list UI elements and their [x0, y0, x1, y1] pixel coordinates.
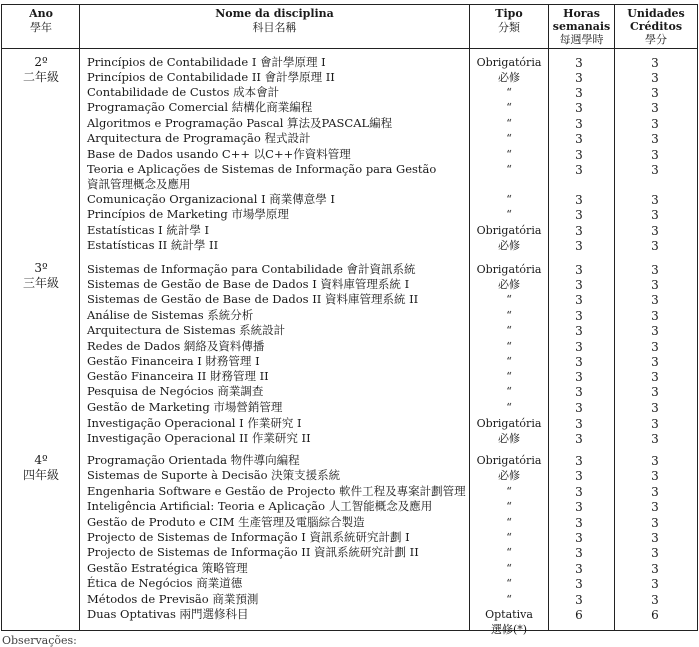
course-type: 選修(*) [490, 623, 528, 636]
course-hours: 3 [575, 432, 583, 446]
course-credits: 3 [651, 163, 659, 177]
course-name: Projecto de Sistemas de Informação II 資訊系統研究計劃 II [87, 545, 419, 559]
course-credits: 3 [651, 469, 659, 483]
course-credits: 3 [651, 485, 659, 499]
course-name: Redes de Dados 網絡及資料傳播 [87, 339, 265, 353]
course-hours: 3 [575, 562, 583, 576]
course-hours: 3 [575, 485, 583, 499]
course-type: “ [506, 309, 512, 322]
grid-line [614, 4, 615, 631]
course-hours: 3 [575, 208, 583, 222]
course-name: Sistemas de Suporte à Decisão 決策支援系統 [87, 468, 341, 482]
course-hours: 3 [575, 500, 583, 514]
course-type: Obrigatória [476, 454, 542, 467]
course-type: “ [506, 546, 512, 559]
course-type: “ [506, 562, 512, 575]
header-tipo: Tipo [495, 7, 523, 20]
course-hours: 3 [575, 454, 583, 468]
course-credits: 3 [651, 417, 659, 431]
course-type: “ [506, 593, 512, 606]
course-name: Sistemas de Informação para Contabilidade 會計資訊系統 [87, 262, 416, 276]
course-credits: 3 [651, 117, 659, 131]
course-name: Programação Comercial 結構化商業編程 [87, 100, 313, 114]
header-horas: Horas [563, 7, 600, 20]
course-hours: 3 [575, 293, 583, 307]
year-label-cn: 四年級 [22, 468, 59, 482]
course-type: Obrigatória [476, 263, 542, 276]
course-hours: 3 [575, 278, 583, 292]
course-hours: 3 [575, 148, 583, 162]
course-credits: 3 [651, 86, 659, 100]
year-label: 3º [34, 261, 48, 275]
course-type: “ [506, 293, 512, 306]
course-credits: 6 [651, 608, 659, 622]
course-name: Teoria e Aplicações de Sistemas de Informação para Gestão [87, 162, 437, 176]
course-type: 必修 [498, 71, 520, 84]
course-name: Estatísticas I 統計學 I [87, 223, 210, 237]
course-hours: 3 [575, 355, 583, 369]
course-type: “ [506, 340, 512, 353]
course-credits: 3 [651, 531, 659, 545]
course-type: “ [506, 148, 512, 161]
course-hours: 3 [575, 370, 583, 384]
course-name: Pesquisa de Negócios 商業調查 [87, 384, 264, 398]
header-unidades: Unidades [627, 7, 685, 20]
course-hours: 3 [575, 224, 583, 238]
course-type: Obrigatória [476, 56, 542, 69]
course-hours: 3 [575, 577, 583, 591]
year-label: 4º [34, 453, 48, 467]
course-hours: 3 [575, 193, 583, 207]
course-type: “ [506, 370, 512, 383]
year-label: 2º [34, 55, 48, 69]
header-ano-cn: 學年 [30, 21, 52, 34]
year-label-cn: 三年級 [22, 276, 59, 290]
course-hours: 3 [575, 163, 583, 177]
course-hours: 3 [575, 71, 583, 85]
course-hours: 6 [575, 608, 583, 622]
course-credits: 3 [651, 278, 659, 292]
course-name: Investigação Operacional II 作業研究 II [87, 431, 311, 445]
course-type: Obrigatória [476, 224, 542, 237]
header-tipo-cn: 分類 [498, 21, 520, 34]
grid-line [1, 4, 2, 631]
header-horas-semanais: semanais [552, 20, 611, 33]
course-credits: 3 [651, 432, 659, 446]
course-name: Sistemas de Gestão de Base de Dados I 資料庫管理系統 I [87, 277, 410, 291]
course-name: Base de Dados usando C++ 以C++作資料管理 [87, 147, 351, 161]
course-credits: 3 [651, 516, 659, 530]
course-type: “ [506, 401, 512, 414]
course-credits: 3 [651, 148, 659, 162]
course-type: 必修 [498, 239, 520, 252]
course-name: Projecto de Sistemas de Informação I 資訊系統研究計劃 I [87, 530, 410, 544]
course-hours: 3 [575, 417, 583, 431]
course-type: “ [506, 516, 512, 529]
course-credits: 3 [651, 132, 659, 146]
course-type: 必修 [498, 432, 520, 445]
course-type: “ [506, 500, 512, 513]
course-hours: 3 [575, 56, 583, 70]
header-nome-cn: 科目名稱 [252, 21, 297, 34]
grid-line [1, 48, 698, 49]
course-credits: 3 [651, 224, 659, 238]
course-name: Arquitectura de Sistemas 系統設計 [87, 323, 286, 337]
course-credits: 3 [651, 385, 659, 399]
course-type: “ [506, 163, 512, 176]
course-name: 資訊管理概念及應用 [87, 177, 191, 191]
course-credits: 3 [651, 71, 659, 85]
course-hours: 3 [575, 401, 583, 415]
header-ano: Ano [29, 7, 53, 20]
course-hours: 3 [575, 531, 583, 545]
header-nome: Nome da disciplina [215, 7, 334, 20]
course-name: Algoritmos e Programação Pascal 算法及PASCAL編程 [87, 116, 393, 130]
course-name: Programação Orientada 物件導向編程 [87, 453, 300, 467]
course-hours: 3 [575, 340, 583, 354]
grid-line [1, 630, 698, 631]
course-name: Contabilidade de Custos 成本會計 [87, 85, 280, 99]
course-credits: 3 [651, 193, 659, 207]
course-name: Gestão Financeira II 財務管理 II [87, 369, 269, 383]
course-hours: 3 [575, 385, 583, 399]
course-type: “ [506, 385, 512, 398]
grid-line [697, 4, 698, 631]
course-type: Obrigatória [476, 417, 542, 430]
course-type: “ [506, 485, 512, 498]
course-credits: 3 [651, 56, 659, 70]
course-hours: 3 [575, 117, 583, 131]
course-name: Arquitectura de Programação 程式設計 [87, 131, 311, 145]
course-name: Duas Optativas 兩門選修科目 [87, 607, 249, 621]
header-creditos: Créditos [629, 20, 683, 33]
course-credits: 3 [651, 101, 659, 115]
course-type: “ [506, 208, 512, 221]
course-type: “ [506, 132, 512, 145]
course-credits: 3 [651, 340, 659, 354]
grid-line [1, 4, 698, 5]
course-credits: 3 [651, 577, 659, 591]
course-hours: 3 [575, 593, 583, 607]
course-name: Métodos de Previsão 商業預測 [87, 592, 259, 606]
course-credits: 3 [651, 454, 659, 468]
header-unidades-cn: 學分 [645, 33, 667, 46]
course-name: Investigação Operacional I 作業研究 I [87, 416, 302, 430]
course-name: Comunicação Organizacional I 商業傳意學 I [87, 192, 335, 206]
course-hours: 3 [575, 469, 583, 483]
course-credits: 3 [651, 208, 659, 222]
course-credits: 3 [651, 309, 659, 323]
course-type: Optativa [485, 608, 533, 621]
course-name: Gestão de Marketing 市場營銷管理 [87, 400, 283, 414]
course-type: “ [506, 86, 512, 99]
course-name: Gestão Financeira I 財務管理 I [87, 354, 260, 368]
course-name: Engenharia Software e Gestão de Projecto 軟件工程及專案計劃管理 [87, 484, 466, 498]
course-type: “ [506, 193, 512, 206]
course-name: Princípios de Contabilidade I 會計學原理 I [87, 55, 326, 69]
course-type: “ [506, 101, 512, 114]
footnote: Observações: [2, 634, 77, 647]
course-credits: 3 [651, 500, 659, 514]
course-credits: 3 [651, 263, 659, 277]
course-credits: 3 [651, 239, 659, 253]
course-name: Gestão de Produto e CIM 生產管理及電腦綜合製造 [87, 515, 365, 529]
course-hours: 3 [575, 132, 583, 146]
course-type: 必修 [498, 469, 520, 482]
course-type: 必修 [498, 278, 520, 291]
year-label-cn: 二年級 [22, 70, 59, 84]
course-hours: 3 [575, 324, 583, 338]
course-hours: 3 [575, 101, 583, 115]
course-hours: 3 [575, 516, 583, 530]
course-credits: 3 [651, 370, 659, 384]
course-type: “ [506, 324, 512, 337]
course-credits: 3 [651, 401, 659, 415]
header-horas-cn: 每週學時 [559, 33, 604, 46]
course-credits: 3 [651, 593, 659, 607]
course-type: “ [506, 355, 512, 368]
course-name: Inteligência Artificial: Teoria e Aplicação 人工智能概念及應用 [87, 499, 433, 513]
course-type: “ [506, 117, 512, 130]
course-credits: 3 [651, 562, 659, 576]
course-credits: 3 [651, 324, 659, 338]
course-hours: 3 [575, 263, 583, 277]
course-name: Ética de Negócios 商業道德 [87, 576, 243, 590]
course-hours: 3 [575, 239, 583, 253]
course-hours: 3 [575, 546, 583, 560]
course-name: Sistemas de Gestão de Base de Dados II 資料庫管理系統 II [87, 292, 419, 306]
course-name: Análise de Sistemas 系統分析 [87, 308, 254, 322]
course-name: Estatísticas II 統計學 II [87, 238, 219, 252]
course-name: Gestão Estratégica 策略管理 [87, 561, 248, 575]
course-credits: 3 [651, 546, 659, 560]
course-type: “ [506, 577, 512, 590]
course-name: Princípios de Marketing 市場學原理 [87, 207, 289, 221]
course-credits: 3 [651, 355, 659, 369]
grid-line [79, 4, 80, 631]
course-hours: 3 [575, 309, 583, 323]
course-credits: 3 [651, 293, 659, 307]
course-type: “ [506, 531, 512, 544]
course-name: Princípios de Contabilidade II 會計學原理 II [87, 70, 335, 84]
course-hours: 3 [575, 86, 583, 100]
